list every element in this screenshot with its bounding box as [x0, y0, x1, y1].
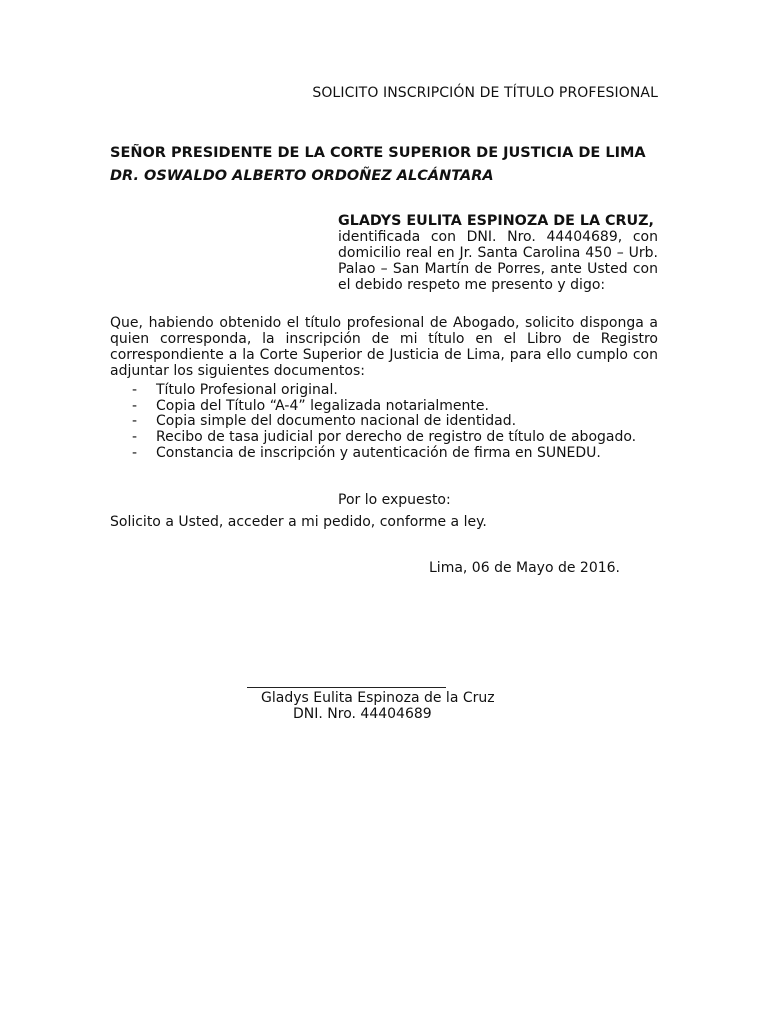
petitioner-block	[338, 213, 658, 293]
petitioner-details: identificada con DNI. Nro. 44404689, con domicilio real en Jr. Santa Carolina 450 – Urb. Palao – San Martín de Porres, ante Usted con el debido respeto me presento y digo:	[338, 229, 658, 293]
signature-name: Gladys Eulita Espinoza de la Cruz	[261, 690, 495, 706]
addressee-title: SEÑOR PRESIDENTE DE LA CORTE SUPERIOR DE JUSTICIA DE LIMA	[110, 145, 646, 161]
list-bullet: -	[132, 413, 138, 430]
list-item-text: Recibo de tasa judicial por derecho de registro de título de abogado.	[156, 429, 637, 446]
list-item-text: Título Profesional original.	[156, 382, 338, 398]
petitioner-name: GLADYS EULITA ESPINOZA DE LA CRUZ,	[338, 213, 654, 229]
signature-line	[247, 687, 446, 688]
list-item	[110, 430, 670, 446]
list-item	[110, 446, 670, 462]
request-paragraph: Que, habiendo obtenido el título profesional de Abogado, solicito disponga a quien corresponda, la inscripción de mi título en el Libro de Registro correspondiente a la Corte Superior de Justicia de Lima, para ello cumplo con adjuntar los siguientes documentos:	[110, 315, 658, 379]
signature-dni: DNI. Nro. 44404689	[293, 706, 432, 722]
document-date: Lima, 06 de Mayo de 2016.	[429, 560, 621, 576]
list-bullet: -	[132, 444, 138, 461]
list-bullet: -	[132, 397, 138, 414]
list-item	[110, 383, 670, 399]
document-subject: SOLICITO INSCRIPCIÓN DE TÍTULO PROFESIONAL	[312, 85, 658, 101]
addressee-name: DR. OSWALDO ALBERTO ORDOÑEZ ALCÁNTARA	[110, 168, 494, 184]
list-item-text: Copia del Título “A-4” legalizada notarialmente.	[156, 397, 489, 414]
list-bullet: -	[132, 382, 138, 398]
list-item-text: Copia simple del documento nacional de identidad.	[156, 413, 517, 430]
closing-phrase: Por lo expuesto:	[338, 492, 451, 508]
attached-documents-list	[110, 383, 670, 462]
list-item	[110, 414, 670, 430]
plea-sentence: Solicito a Usted, acceder a mi pedido, conforme a ley.	[110, 514, 487, 530]
list-item	[110, 399, 670, 415]
list-item-text: Constancia de inscripción y autenticación de firma en SUNEDU.	[156, 444, 601, 461]
list-bullet: -	[132, 429, 138, 446]
